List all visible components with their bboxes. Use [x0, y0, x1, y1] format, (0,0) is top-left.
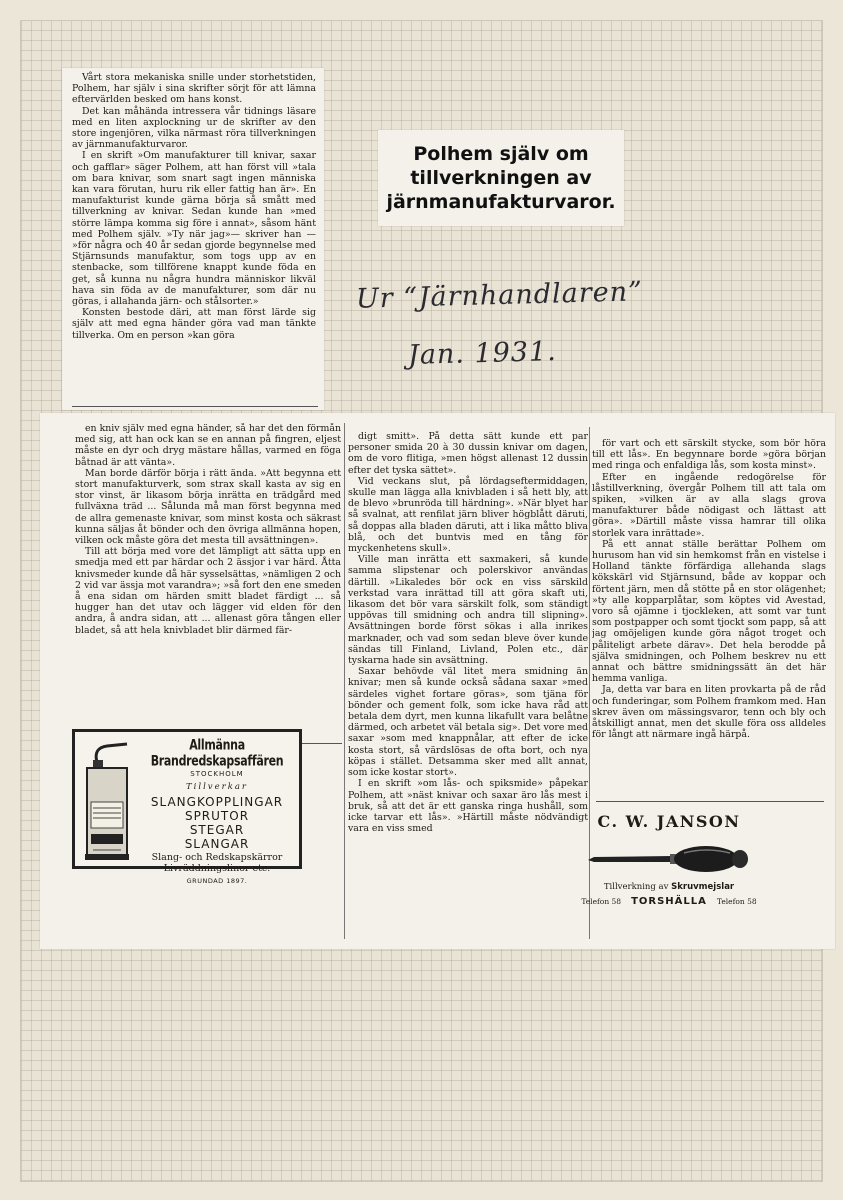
headline: Polhem själv om tillverkningen av järnmanufakturvaror. — [386, 143, 616, 213]
intro-bottom-rule — [72, 406, 318, 407]
column-1 — [75, 423, 341, 737]
ad-right-phone-right: Telefon 58 — [716, 897, 757, 906]
col2-paragraphs-paragraph: digt smitt». På detta sätt kunde ett par personer smida 20 à 30 dussin knivar om dagen, om de voro flitiga, »men högst allenast 12 dussin efter det tyska sättet». — [348, 431, 588, 476]
ad-right-contact — [552, 896, 786, 907]
ad-right-company: C. W. JANSON — [597, 812, 741, 831]
ad-right-line — [552, 882, 786, 892]
col3-paragraphs-paragraph: Ja, detta var bara en liten provkarta på de råd och funderingar, som Polhem framkom med. Han skrev även om mässingsvaror, tenn och bly och åtskilligt annat, men det skulle föra oss alldeles för långt att närmare ingå härpå. — [592, 684, 826, 741]
col3-paragraphs-paragraph: för vart och ett särskilt stycke, som bör höra till ett lås». En begynnare borde »göra början med ringa och enfaldiga lås, som kosta minst». — [592, 438, 826, 472]
ad-right-product: Skruvmejslar — [671, 882, 735, 892]
handwritten-source: Ur “Järnhandlaren” — [355, 276, 644, 315]
ad-right-line-prefix: Tillverkning av — [603, 882, 669, 892]
clip1-paragraphs-paragraph: Vårt stora mekaniska snille under storhetstiden, Polhem, har själv i sina skrifter sörjt för att lämna eftervärlden besked om hans konst. — [72, 72, 316, 106]
fire-pump-can-icon — [83, 740, 133, 862]
advertisement-brandredskap — [72, 729, 302, 885]
col3-paragraphs-paragraph: Efter en ingående redogörelse för låstillverkning, övergår Polhem till att tala om spiken, »vilken är av alla slags grova manufakturer både nödigast och lättast att göra». »Därtill måste vissa hamrar till olika storlek vara inrättade». — [592, 471, 826, 539]
intro-text — [72, 72, 316, 341]
intro-clipping — [62, 68, 324, 410]
ad-left-product-3: STEGAR — [189, 823, 245, 837]
ad-left-founded: GRUNDAD 1897. — [186, 877, 248, 885]
clip1-paragraphs-paragraph: Det kan måhända intressera vår tidnings läsare med en liten axplockning ur de skrifter av den store ingenjören, vilka närmast röra tillverkningen av järnmanufakturvaror. — [72, 105, 316, 151]
col2-paragraphs-paragraph: Saxar behövde väl litet mera smidning än knivar; men så kunde också sådana saxar »med särdeles vighet fortare göras», som tjäna för bönder och gement folk, som icke hava råd att betala dem dyrt, men kunna likafullt vara belåtne därmed, och arbetet väl betala sig». Det vore med saxar »som med knappnålar, att efter de icke kosta stort, så värdslösas de ofta bort, och nya köpas i stället. Detsamma sker med allt annat, som icke kostar stort». — [348, 666, 588, 779]
ad-left-text — [141, 736, 293, 885]
ad-right-city: TORSHÄLLA — [631, 896, 707, 907]
handwritten-date: Jan. 1931. — [407, 336, 558, 371]
ad-left-city: STOCKHOLM — [190, 770, 244, 778]
clip1-paragraphs-paragraph: Konsten bestode däri, att man först lärde sig själv att med egna händer göra vad man tänkte tillverka. Om en person »kan göra — [72, 307, 316, 341]
col1-paragraphs-paragraph: Till att börja med vore det lämpligt att sätta upp en smedja med ett par härdar och 2 ässjor i var härd. Åtta knivsmeder kunde då här sysselsättas, »nämligen 2 och 2 vid var ässja mot varandra»; »så fort den ene smeden å ena sidan om härden smitt bladet färdigt ... så hugger han det utav och lägger vid elden för den andra, å andra sidan, att ... allenast göra tången eller bladet, så att hela knivbladet blir därmed fär- — [75, 546, 341, 636]
col2-paragraphs-paragraph: Ville man inrätta ett saxmakeri, så kunde samma slipstenar och polerskivor användas därtill. »Likaledes bör ock en viss särskild verkstad vara inrättad till att göra skaft uti, likasom det bör vara särskilt folk, som ständigt uppövas till smidning och andra till slipning». Avsättningen borde först sökas i alla inrikes marknader, och vad som sedan bleve över kunde sändas till Finland, Livland, Polen etc., där tyskarna hade sin avsättning. — [348, 554, 588, 667]
col1-paragraphs-paragraph: en kniv själv med egna händer, så har det den förmån med sig, att han ock kan se en annan på fingren, eljest måste en dyr och dryg mästare hållas, varmed en föga båtnad är att vänta». — [75, 423, 341, 468]
ad-left-product-2: SPRUTOR — [184, 809, 250, 823]
advertisement-janson — [552, 800, 786, 915]
screwdriver-icon — [584, 841, 754, 875]
clip1-paragraphs-paragraph: I en skrift »Om manufakturer till knivar, saxar och gafflar» säger Polhem, att han först vill »tala om bara knivar, som snart sagt ingen människa kan vara förutan, huru rik eller fattig han är». En manufakturist kunde gärna börja så smått med tillverkning av knivar. Sedan kunde han »med större lämpa komma sig före i annat», såsom hänt med Polhem själv. »Ty när jag»— skriver han — »för några och 40 år sedan gjorde begynnelse med Stjärnsunds manufaktur, som togs upp av en stenbacke, som tillförene knappt kunde föda en get, så kunna nu några hundra människor likväl hava sin föda av de manufakturer, som där nu göras, i allahanda järn- och stålsorter.» — [72, 150, 316, 308]
col2-paragraphs-paragraph: Vid veckans slut, på lördagseftermiddagen, skulle man lägga alla knivbladen i så hett bly, att de blevo »brunröda till härdning». »När blyet har så svalnat, att renfilat järn bliver högblått däruti, så doppas alla bladen däruti, att i lika måtto bliva blå, och det buntvis med en tång för myckenhetens skull». — [348, 475, 588, 555]
ad-left-product-4: SLANGAR — [184, 837, 250, 851]
col1-paragraphs-paragraph: Man borde därför börja i rätt ända. »Att begynna ett stort manufakturverk, som strax skall kasta av sig en stor vinst, är likasom börja inrätta en trädgård med fullväxna träd ... Sålunda må man först begynna med de allra gemenaste knivar, som minst kosta och säkrast kunna säljas åt bönder och den övriga allmänna hopen, vilken ock måste göra det mesta till avsättningen». — [75, 467, 341, 547]
column-3 — [592, 438, 826, 808]
ad-left-tagline: Tillverkar — [185, 782, 248, 792]
col3-paragraphs-paragraph: På ett annat ställe berättar Polhem om hurusom han vid sin hemkomst från en vistelse i Holland tänkte förfärdiga allehanda slags kökskärl vid Stjärnsund, både av koppar och förtent järn, men då stötte på en stor olägenhet; »ty alle kopparplåtar, som köptes vid Avestad, voro så ojämne i tjockleken, att somt var tunt som postpapper och somt tjockt som papp, så att jag omöjeligen kunde göra något troget och påliteligt arbete därav». Det hela berodde på själva smidningen, och Polhem beskrev nu ett annat och bättre smidningssätt än det här hemma vanliga. — [592, 538, 826, 685]
headline-clipping — [378, 130, 624, 226]
ad-right-phone-left: Telefon 58 — [581, 897, 622, 906]
ad-left-extra: Slang- och Redskapskärror Livräddningslinor etc. — [151, 852, 283, 874]
ad-left-product-1: SLANGKOPPLINGAR — [150, 795, 284, 809]
column-divider-1 — [344, 423, 345, 939]
ad-left-company: Allmänna Brandredskapsaffären — [150, 736, 284, 770]
col2-paragraphs-paragraph: I en skrift »om lås- och spiksmide» påpekar Polhem, att »näst knivar och saxar äro lås mest i bruk, så att det är ett ganska ringa hushåll, som icke tarvar ett lås». »Härtill måste nödvändigt vara en viss smed — [348, 778, 588, 835]
